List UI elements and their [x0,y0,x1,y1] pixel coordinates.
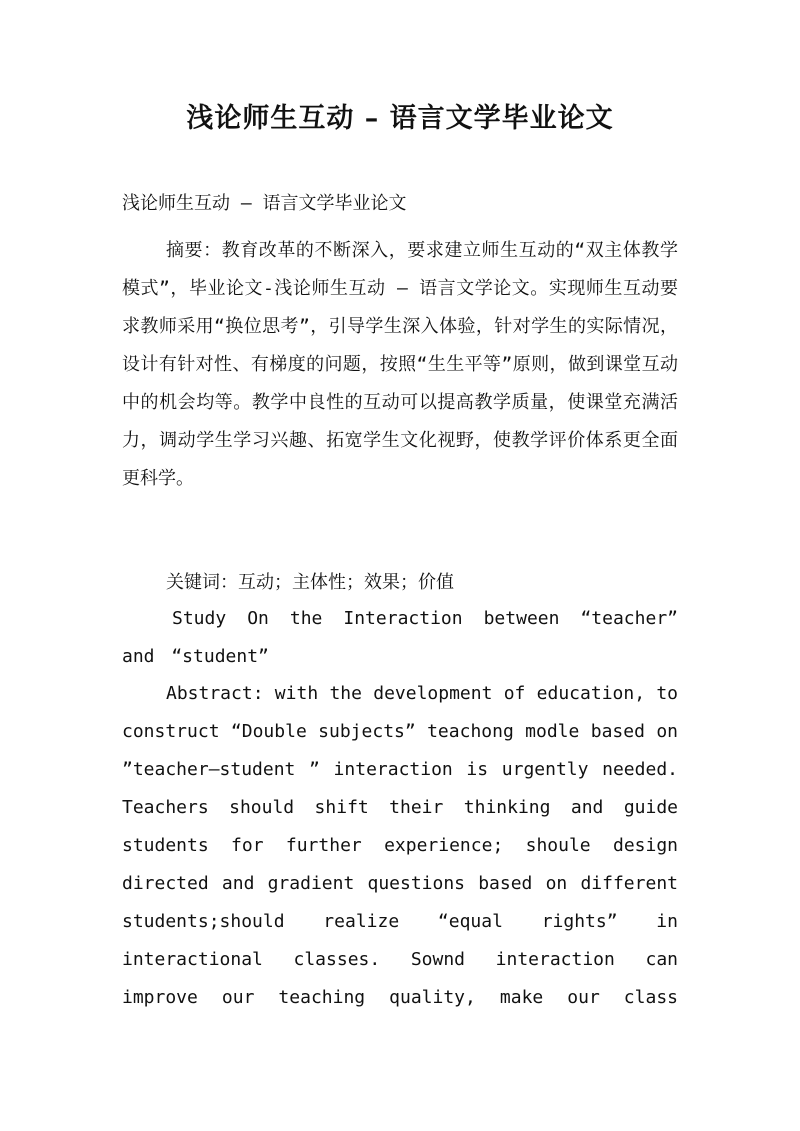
document-subtitle: 浅论师生互动 – 语言文学毕业论文 [122,193,407,214]
keywords-line: 关键词：互动；主体性；效果；价值 [166,572,454,593]
english-abstract-paragraph: Abstract: with the development of education, to construct “Double subjects” teachong modle based on ”teacher—student ” interaction is urgently needed. Teachers should shift their thinking and guide students for further experience; shoule design directed and gradient questions based on different students;should realize “equal rights” in interactional classes. Sownd interaction can improve our teaching quality, make our class [122,683,678,1008]
chinese-abstract-paragraph: 摘要：教育改革的不断深入，要求建立师生互动的“双主体教学模式”，毕业论文-浅论师生互动 – 语言文学论文。实现师生互动要求教师采用“换位思考”，引导学生深入体验，针对学生的实际情况，设计有针对性、有梯度的问题，按照“生生平等”原则，做到课堂互动中的机会均等。教学中良性的互动可以提高教学质量，使课堂充满活力，调动学生学习兴趣、拓宽学生文化视野，使教学评价体系更全面更科学。 [122,240,678,489]
document-title: 浅论师生互动 – 语言文学毕业论文 [186,103,614,134]
english-title: Study On the Interaction between “teacher” and “student” [122,608,678,667]
